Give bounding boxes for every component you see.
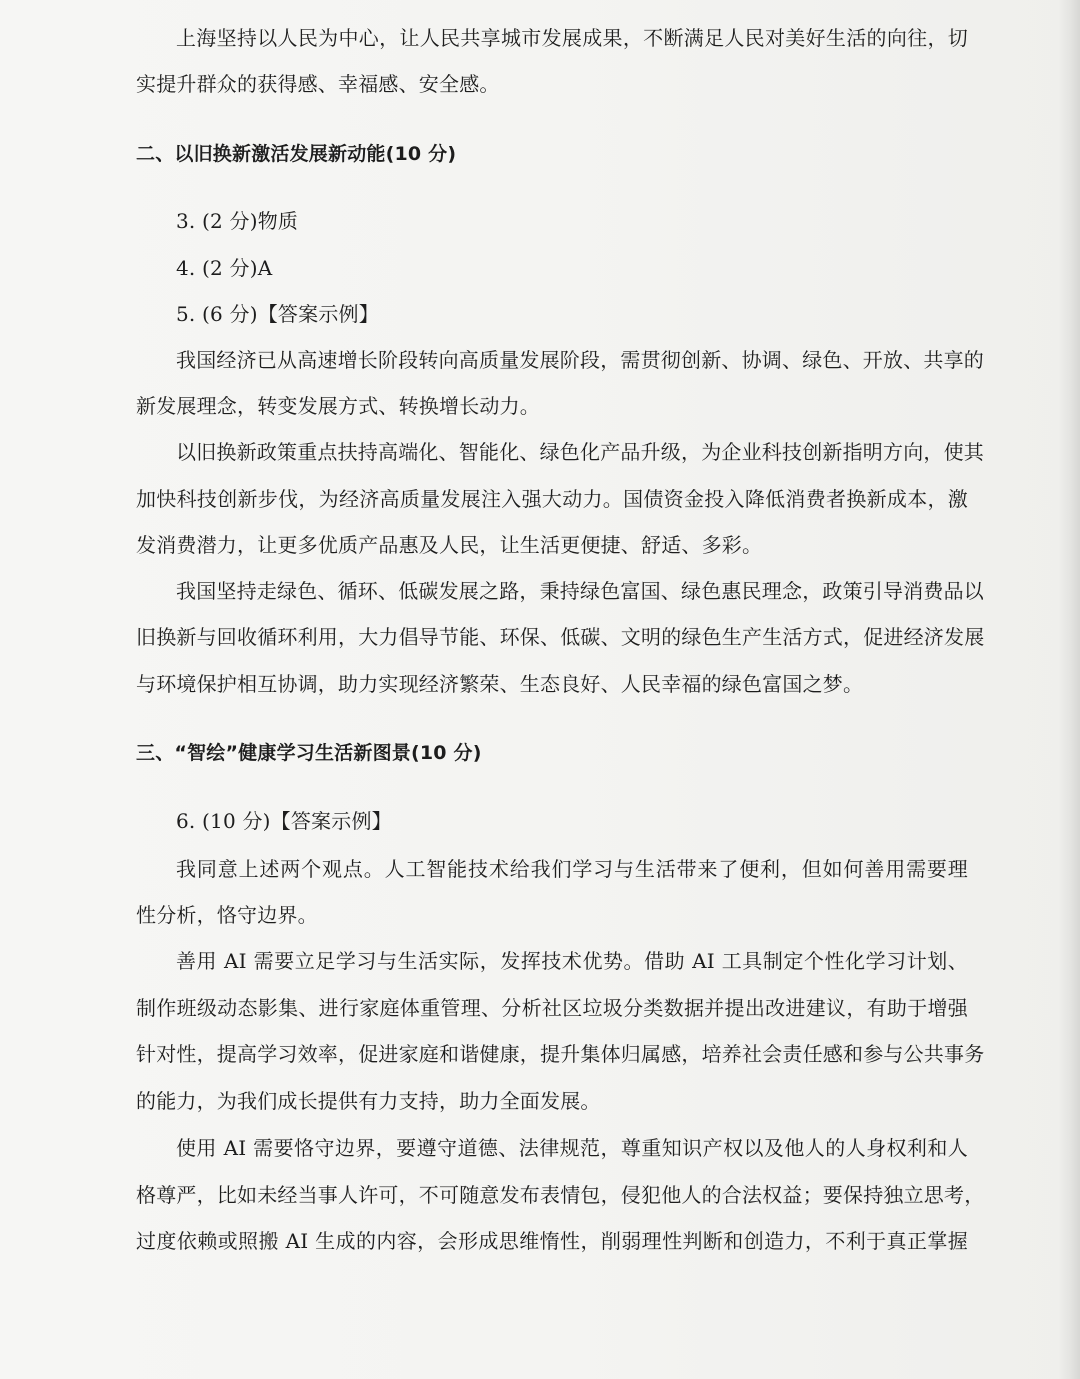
paragraph-line: 我国坚持走绿色、循环、低碳发展之路，秉持绿色富国、绿色惠民理念，政策引导消费品以 bbox=[176, 579, 984, 603]
paragraph-line: 上海坚持以人民为中心，让人民共享城市发展成果，不断满足人民对美好生活的向往，切 bbox=[176, 26, 968, 50]
paragraph-line: 使用 AI 需要恪守边界，要遵守道德、法律规范，尊重知识产权以及他人的人身权利和人 bbox=[176, 1136, 968, 1160]
answer-4: 4. (2 分)A bbox=[176, 256, 273, 280]
paragraph-line: 的能力，为我们成长提供有力支持，助力全面发展。 bbox=[136, 1089, 601, 1113]
paragraph-line: 发消费潜力，让更多优质产品惠及人民，让生活更便捷、舒适、多彩。 bbox=[136, 533, 763, 557]
section-heading-2: 二、以旧换新激活发展新动能(10 分) bbox=[136, 143, 457, 165]
paragraph-line: 过度依赖或照搬 AI 生成的内容，会形成思维惰性，削弱理性判断和创造力，不利于真正掌握 bbox=[136, 1229, 968, 1253]
paragraph-line: 制作班级动态影集、进行家庭体重管理、分析社区垃圾分类数据并提出改进建议，有助于增强 bbox=[136, 996, 968, 1020]
paragraph-line: 旧换新与回收循环利用，大力倡导节能、环保、低碳、文明的绿色生产生活方式，促进经济发展 bbox=[136, 625, 985, 649]
paragraph-line: 善用 AI 需要立足学习与生活实际，发挥技术优势。借助 AI 工具制定个性化学习计划、 bbox=[176, 949, 968, 973]
paragraph-line: 加快科技创新步伐，为经济高质量发展注入强大动力。国债资金投入降低消费者换新成本，激 bbox=[136, 487, 968, 511]
paragraph-line: 新发展理念，转变发展方式、转换增长动力。 bbox=[136, 394, 540, 418]
paragraph-line: 我国经济已从高速增长阶段转向高质量发展阶段，需贯彻创新、协调、绿色、开放、共享的 bbox=[176, 348, 984, 372]
section-heading-3: 三、“智绘”健康学习生活新图景(10 分) bbox=[136, 742, 482, 764]
page-edge-shadow bbox=[1058, 0, 1080, 1379]
answer-5-label: 5. (6 分)【答案示例】 bbox=[176, 302, 379, 326]
paragraph-line: 与环境保护相互协调，助力实现经济繁荣、生态良好、人民幸福的绿色富国之梦。 bbox=[136, 672, 864, 696]
paragraph-line: 针对性，提高学习效率，促进家庭和谐健康，提升集体归属感，培养社会责任感和参与公共事务 bbox=[136, 1042, 985, 1066]
answer-3: 3. (2 分)物质 bbox=[176, 209, 299, 233]
paragraph-line: 格尊严，比如未经当事人许可，不可随意发布表情包，侵犯他人的合法权益；要保持独立思考， bbox=[136, 1183, 985, 1207]
answer-6-label: 6. (10 分)【答案示例】 bbox=[176, 809, 392, 833]
paragraph-line: 我同意上述两个观点。人工智能技术给我们学习与生活带来了便利，但如何善用需要理 bbox=[176, 857, 968, 881]
paragraph-line: 性分析，恪守边界。 bbox=[136, 903, 318, 927]
paragraph-line: 实提升群众的获得感、幸福感、安全感。 bbox=[136, 72, 500, 96]
paragraph-line: 以旧换新政策重点扶持高端化、智能化、绿色化产品升级，为企业科技创新指明方向，使其 bbox=[176, 440, 984, 464]
